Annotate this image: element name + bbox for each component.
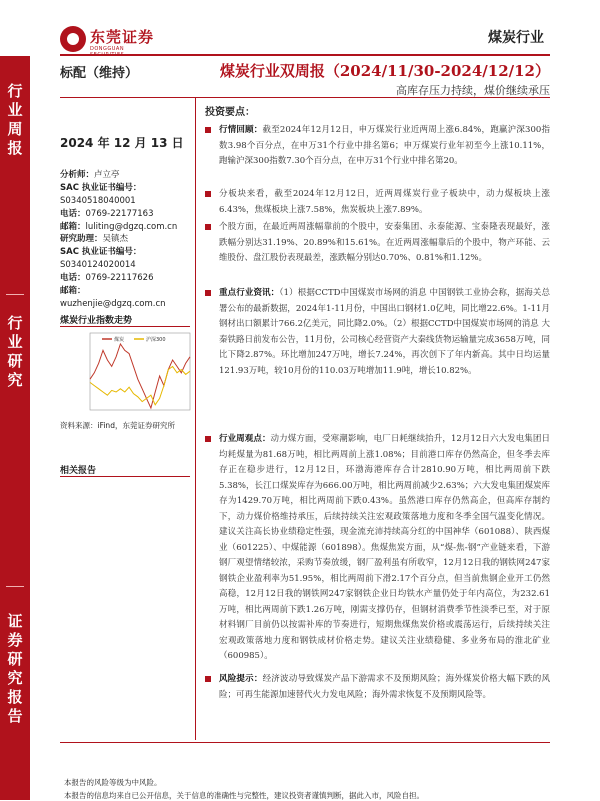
key-points-title: 投资要点： [205, 107, 255, 118]
assistant-tel: 0769-22117626 [85, 273, 154, 283]
assistant-block: 研究助理：吴镇杰 SAC 执业证书编号： S0340124020014 电话：0769-22117626 邮箱： wuzhenjie@dgzq.com.cn [60, 234, 166, 309]
side-band-section-research: 行 业 研 究 [7, 314, 23, 389]
side-band-section-weekly: 行 业 周 报 [7, 82, 23, 157]
related-reports-divider [60, 476, 190, 477]
related-reports-title: 相关报告 [60, 466, 97, 476]
analyst-name: 卢立亭 [94, 170, 120, 180]
bullet-sector: 分板块来看，截至2024年12月12日，近两周煤炭行业子板块中，动力煤板块上涨6.43%，焦煤板块上涨7.58%，焦炭板块上涨7.89%。 [205, 187, 550, 218]
analyst-email[interactable]: luliting@dgzq.com.cn [85, 222, 178, 232]
side-band-divider [6, 294, 24, 295]
footer-divider [60, 742, 550, 743]
logo-icon [60, 26, 86, 52]
index-chart-svg [60, 330, 195, 418]
chart-title: 煤炭行业指数走势 [60, 316, 133, 326]
footer-disclaimer: 本报告的信息均来自已公开信息，关于信息的准确性与完整性，建议投资者谨慎判断，据此入市，风险自担。 [64, 791, 424, 800]
assistant-sac: S0340124020014 [60, 260, 136, 270]
rating: 标配（维持） [60, 66, 139, 81]
bullet-stocks: 个股方面，在最近两周涨幅靠前的个股中，安泰集团、永泰能源、宝泰隆表现最好，涨跌幅分别达31.19%、20.89%和15.61%。在近两周涨幅靠后的个股中，物产环能、云维股份、盘江股份表现最差，涨跌幅分别达0.70%、0.81%和1.12%。 [205, 220, 550, 267]
bullet-square-icon [205, 191, 211, 197]
legend [102, 336, 166, 343]
side-band [0, 56, 30, 800]
side-band-section-report: 证 券 研 究 报 告 [7, 612, 23, 725]
analyst-block: 分析师：卢立亭 SAC 执业证书编号： S0340518040001 电话：0769-22177163 邮箱：luliting@dgzq.com.cn [60, 170, 178, 232]
bullet-square-icon [205, 290, 211, 296]
side-band-divider [6, 586, 24, 587]
bullet-square-icon [205, 127, 211, 133]
report-date: 2024 年 12 月 13 日 [60, 136, 184, 150]
bullet-industry-news: 重点行业资讯：（1）根据CCTD中国煤炭市场网的消息 中国钢铁工业协会称，据海关总署公布的最新数据，2024年1-11月份，中国出口钢材1.0亿吨，同比增22.6%。1-11月钢材出口额累计766.2亿美元，同比降2.0%。（2）根据CCTD中国煤炭市场网的消息 大秦铁路日前发布公告，11月份，公司核心经营资产大秦线货物运输量完成3658万吨，同比下降2.87%。环比增加247万吨，增长7.24%，再次创下了年内新高。其中日均运量121.93万吨，较10月份的110.03万吨增加11.9吨，增长10.82%。 [205, 286, 550, 379]
chart-source: 资料来源：iFind，东莞证券研究所 [60, 421, 175, 430]
bullet-weekly-view: 行业周观点：动力煤方面，受寒潮影响，电厂日耗继续抬升，12月12日六大发电集团日均耗煤量为81.68万吨，相比两周前上涨1.08%；目前港口库存仍然高企，但冬季去库存正在稳步进行，12月12日，环渤海港库存合计2810.90万吨，相比两周前下跌5.38%，长江口煤炭库存为666.00万吨，相比两周前减少2.63%；六大发电集团煤炭库存为1429.70万吨，相比两周前下跌0.43%。虽然港口库存仍然高企，但高库存制约下，动力煤价格维持承压，后续持续关注宏观政策落地力度和冬季全国气温变化情况。建议关注高长协业绩稳定性强，现金流充沛持续高分红的中国神华（601088）、陕西煤业（601225）、中煤能源（601898）。焦煤焦炭方面，从“煤-焦-钢”产业链来看，下游钢厂观望情绪较浓，采购节奏放缓，钢厂盈利虽有所收窄，12月12日我的钢铁网247家钢铁企业盈利率为51.95%，相比两周前下滑2.17个百分点，但当前焦钢企业开工仍然高稳，12月12日我的钢铁网247家钢铁企业日均铁水产量仍处于年内高位，为232.61万吨，相比两周前下跌1.26万吨，刚需支撑仍存，但钢材消费季节性淡季已至，对于原材料钢厂目前仍以按需补库的节奏进行，短期焦煤焦炭价格或震荡运行，后续持续关注宏观政策落地力度和钢铁成材价格走势。建议关注业绩稳健、多业务布局的淮北矿业（600985）。 [205, 432, 550, 665]
series-group [90, 344, 190, 408]
legend-label-hs300: 沪深300 [146, 337, 166, 343]
header-divider [60, 54, 550, 56]
bullet-square-icon [205, 436, 211, 442]
company-logo [60, 24, 156, 58]
chart-title-divider [60, 326, 190, 327]
bullet-square-icon [205, 224, 211, 230]
logo-cn-text: 东莞证券 [90, 28, 155, 46]
series-line-coal [90, 344, 190, 408]
assistant-name: 吴镇杰 [102, 234, 129, 244]
bullet-risk: 风险提示：经济波动导致煤炭产品下游需求不及预期风险；海外煤炭价格大幅下跌的风险；可再生能源加速替代火力发电风险；海外需求恢复不及预期风险等。 [205, 672, 550, 703]
index-chart [60, 330, 195, 418]
footer-risk-level: 本报告的风险等级为中风险。 [64, 778, 162, 787]
analyst-tel: 0769-22177163 [85, 209, 154, 219]
title-divider [60, 97, 550, 98]
bullet-market-review: 行情回顾：截至2024年12月12日，申万煤炭行业近两周上涨6.84%，跑赢沪深300指数3.98个百分点，在申万31个行业中排名第6；申万煤炭行业年初至今上涨10.11%，跑输沪深300指数7.30个百分点，在申万31个行业中排名第20。 [205, 123, 550, 170]
report-subtitle: 高库存压力持续，煤价继续承压 [396, 84, 550, 97]
assistant-email[interactable]: wuzhenjie@dgzq.com.cn [60, 299, 166, 309]
header-industry: 煤炭行业 [488, 30, 544, 46]
legend-label-coal: 煤炭 [114, 337, 125, 343]
analyst-sac: S0340518040001 [60, 196, 136, 206]
column-divider [195, 97, 196, 740]
plot-frame [90, 333, 190, 410]
bullet-square-icon [205, 676, 211, 682]
report-title: 煤炭行业双周报（2024/11/30-2024/12/12） [219, 62, 550, 80]
logo-en-text: DONGGUAN [90, 46, 125, 52]
series-line-hs300 [90, 366, 190, 404]
